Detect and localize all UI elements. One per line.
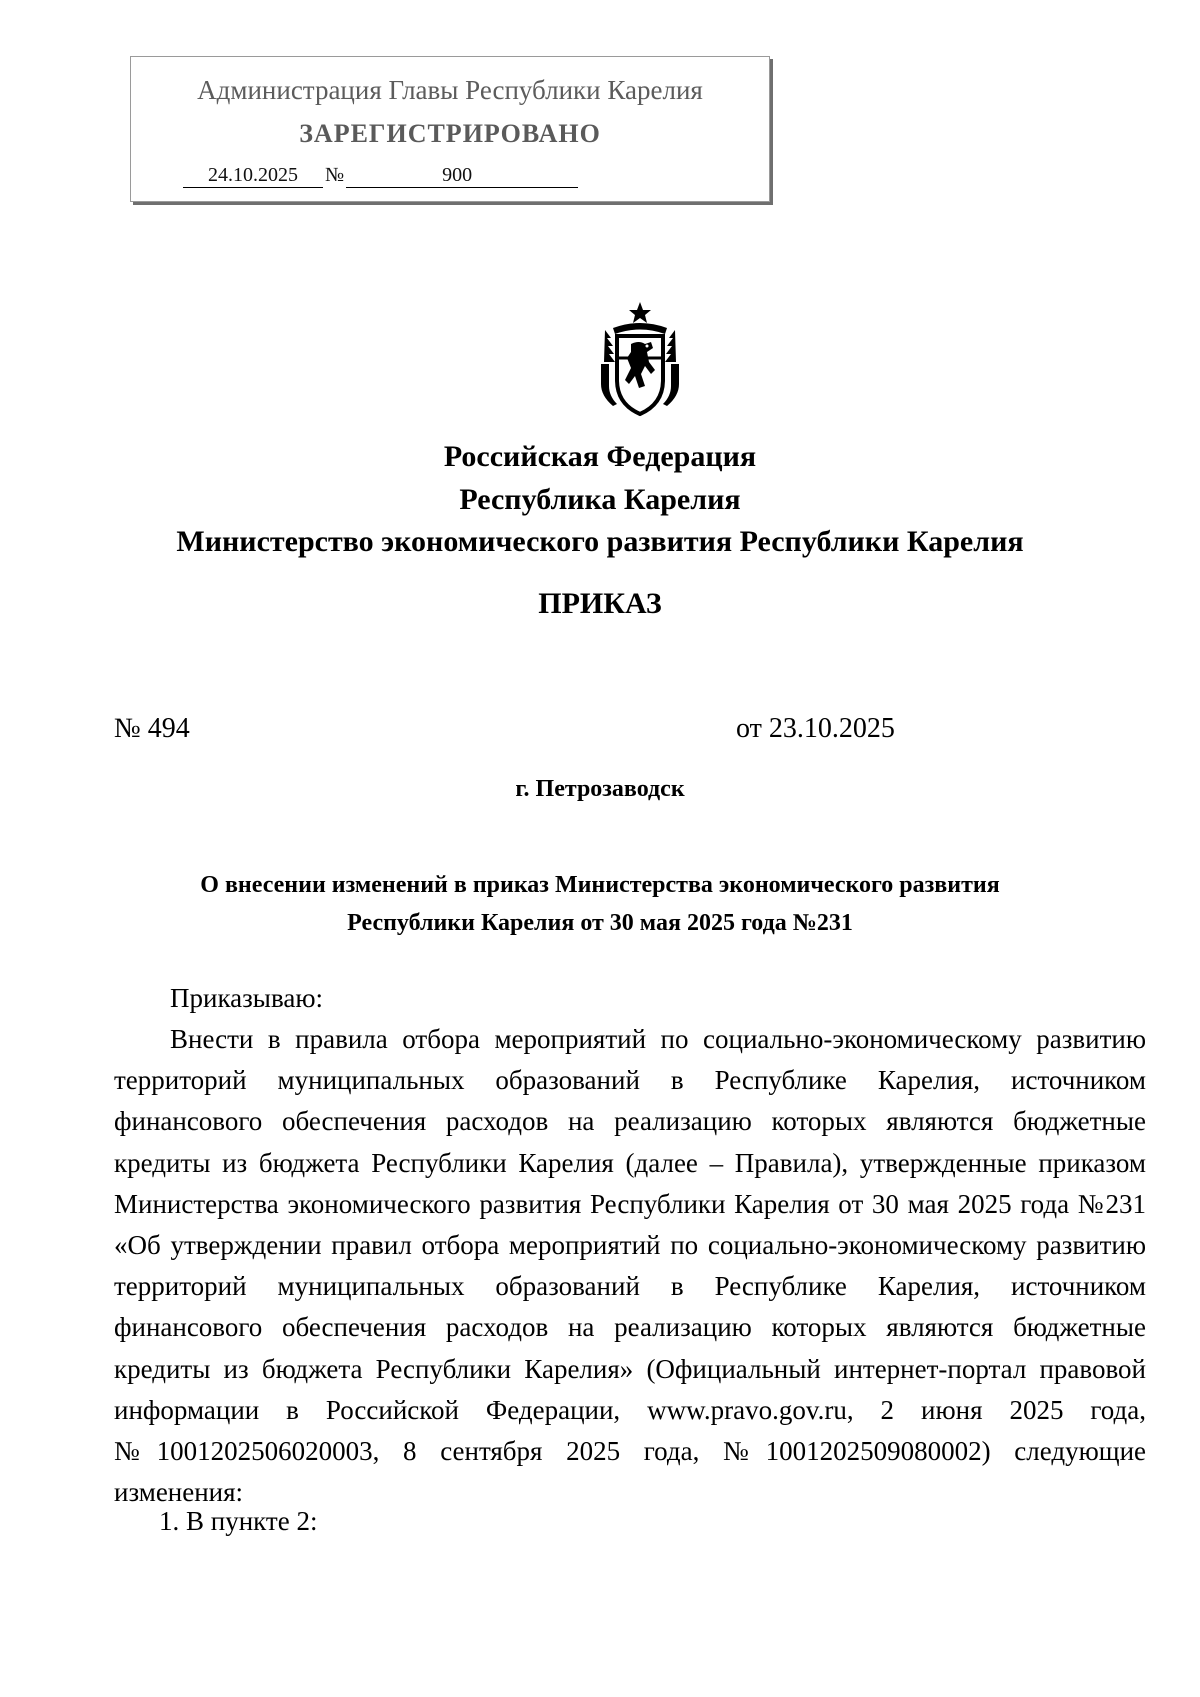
stamp-registration-line [183, 163, 578, 188]
header-country: Российская Федерация [443, 440, 757, 473]
registration-stamp [130, 56, 770, 202]
header-ministry: Министерство экономического развития Республики Карелия [176, 525, 1024, 558]
order-city: г. Петрозаводск [515, 776, 685, 802]
stamp-reg-number: 900 [346, 163, 578, 188]
karelia-coat-of-arms-icon [595, 300, 685, 418]
header-republic: Республика Карелия [459, 483, 741, 516]
document-type-title: ПРИКАЗ [538, 587, 662, 620]
body-item-1: 1. В пункте 2: [159, 1506, 318, 1536]
subject-line-1: О внесении изменений в приказ Министерства экономического развития [200, 872, 1000, 898]
body-intro: Приказываю: [170, 983, 323, 1013]
stamp-organization: Администрация Главы Республики Карелия [197, 75, 703, 105]
order-subject [100, 866, 1100, 942]
order-number: № 494 [114, 713, 190, 744]
body-main-paragraph: Внести в правила отбора мероприятий по социально-экономическому развитию территорий муниципальных образований в Республике Карелия, источником финансового обеспечения расходов на реализацию которых являются бюджетные кредиты из бюджета Республики Карелия (далее – Правила), утвержденные приказом Министерства экономического развития Республики Карелия от 30 мая 2025 года №231 «Об утверждении правил отбора мероприятий по социально-экономическому развитию территорий муниципальных образований в Республике Карелия, источником финансового обеспечения расходов на реализацию которых являются бюджетные кредиты из бюджета Республики Карелия» (Официальный интернет-портал правовой информации в Российской Федерации, www.pravo.gov.ru, 2 июня 2025 года, №1001202506020003, 8 сентября 2025 года, №1001202509080002) следующие изменения: [114, 1024, 1146, 1508]
order-date: от 23.10.2025 [736, 713, 895, 744]
stamp-reg-date: 24.10.2025 [183, 163, 323, 188]
stamp-status: ЗАРЕГИСТРИРОВАНО [299, 119, 601, 148]
subject-line-2: Республики Карелия от 30 мая 2025 года №231 [347, 910, 853, 936]
stamp-number-sign: № [325, 164, 345, 186]
